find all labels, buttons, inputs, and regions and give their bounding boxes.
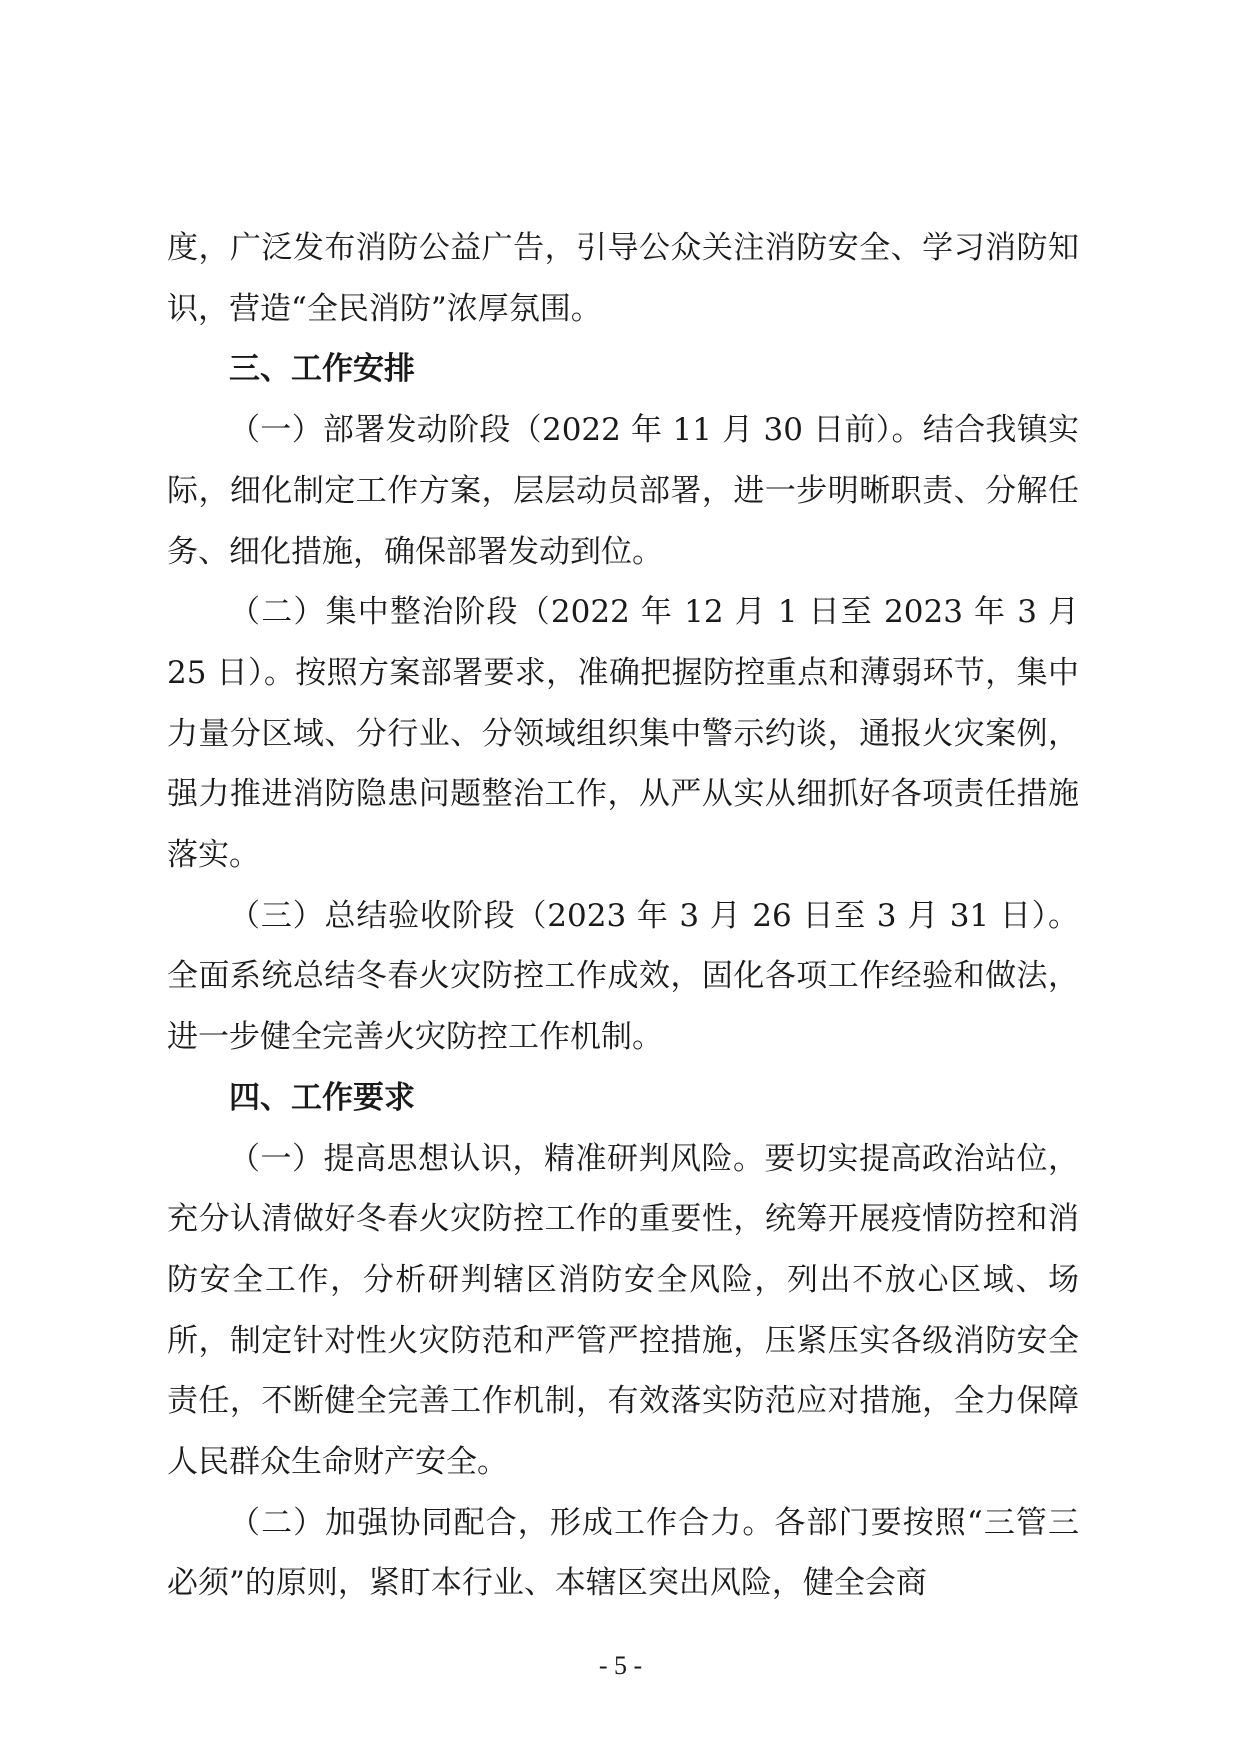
body-paragraph: 度，广泛发布消防公益广告，引导公众关注消防安全、学习消防知识，营造“全民消防”浓厚氛围。: [167, 230, 1079, 327]
section-heading: 三、工作安排: [229, 351, 415, 388]
page-number: - 5 -: [598, 1651, 643, 1680]
body-paragraph: （二）集中整治阶段（2022 年 12 月 1 日至 2023 年 3 月 25 日）。按照方案部署要求，准确把握防控重点和薄弱环节，集中力量分区域、分行业、分领域组织集中警示约谈，通报火灾案例，强力推进消防隐患问题整治工作，从严从实从细抓好各项责任措施落实。: [167, 594, 1079, 874]
body-paragraph: （一）提高思想认识，精准研判风险。要切实提高政治站位，充分认清做好冬春火灾防控工作的重要性，统筹开展疫情防控和消防安全工作，分析研判辖区消防安全风险，列出不放心区域、场所，制定针对性火灾防范和严管严控措施，压紧压实各级消防安全责任，不断健全完善工作机制，有效落实防范应对措施，全力保障人民群众生命财产安全。: [167, 1140, 1079, 1481]
body-paragraph: （三）总结验收阶段（2023 年 3 月 26 日至 3 月 31 日）。全面系统总结冬春火灾防控工作成效，固化各项工作经验和做法，进一步健全完善火灾防控工作机制。: [167, 897, 1079, 1056]
document-body: [167, 218, 1079, 1614]
body-paragraph: （二）加强协同配合，形成工作合力。各部门要按照“三管三必须”的原则，紧盯本行业、本辖区突出风险，健全会商: [167, 1504, 1079, 1602]
section-heading: 四、工作要求: [229, 1079, 415, 1116]
body-paragraph: （一）部署发动阶段（2022 年 11 月 30 日前）。结合我镇实际，细化制定工作方案，层层动员部署，进一步明晰职责、分解任务、细化措施，确保部署发动到位。: [167, 412, 1079, 570]
